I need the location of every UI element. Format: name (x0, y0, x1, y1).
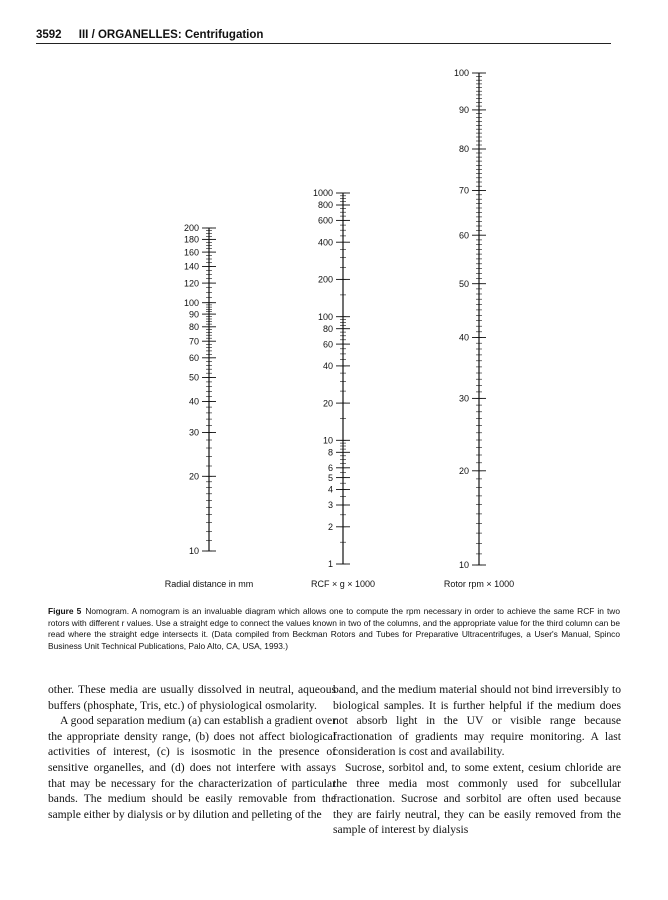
radial-tick-label: 90 (188, 309, 199, 320)
radial-tick-label: 120 (183, 278, 199, 289)
figure-caption (48, 606, 620, 652)
radial-tick-label: 40 (188, 396, 199, 407)
nomogram-figure (0, 60, 668, 600)
rcf-tick-label: 800 (317, 200, 333, 211)
radial-tick-label: 160 (183, 247, 199, 258)
rcf-tick-label: 40 (322, 361, 333, 372)
rcf-tick-label: 100 (317, 311, 333, 322)
rpm-tick-label: 50 (458, 278, 469, 289)
paragraph: A good separation medium (a) can establish a gradient over the appropriate density range, (b) does not affect biological activities of interest, (c) is isosmotic in the presence of sensitive organelles, and (d) does not interfere with assays that may be necessary for the characterization of particular bands. The medium should be easily removable from the sample either by dialysis or by dilution and pelleting of the (48, 714, 336, 821)
rpm-tick-label: 70 (458, 185, 469, 196)
rcf-tick-label: 600 (317, 215, 333, 226)
rpm-tick-label: 40 (458, 332, 469, 343)
paragraph: other. These media are usually dissolved in neutral, aqueous buffers (phosphate, Tris, etc.) of physiological osmolarity. (48, 683, 336, 712)
rpm-tick-label: 30 (458, 393, 469, 404)
rcf-tick-label: 8 (327, 447, 333, 458)
figure-caption-text: Nomogram. A nomogram is an invaluable diagram which allows one to compute the rpm necessary in order to achieve the same RCF in two rotors with different r values. Use a straight edge to connect the values known in two of the columns, and the appropriate value for the third column can be read where the straight edge intersects it. (Data compiled from Beckman Rotors and Tubes for Preparative Ultracentrifuges, a User's Manual, Spinco Business Unit Technical Publications, Palo Alto, CA, USA, 1993.) (48, 606, 621, 651)
radial-tick-label: 50 (188, 372, 199, 383)
rpm-tick-label: 90 (458, 105, 469, 116)
figure-label: Figure 5 (48, 606, 82, 616)
rcf-tick-label: 200 (317, 274, 333, 285)
body-column-left (48, 682, 336, 822)
paragraph: band, and the medium material should not bind irreversibly to biological samples. It is further helpful if the medium does not absorb light in the UV or visible range because fractionation of gradients may require monitoring. A last consideration is cost and availability. (333, 683, 621, 759)
running-title: III / ORGANELLES: Centrifugation (78, 29, 264, 41)
rpm-tick-label: 60 (458, 230, 469, 241)
radial-axis-title: Radial distance in mm (164, 579, 254, 589)
radial-tick-label: 100 (183, 297, 199, 308)
paragraph: Sucrose, sorbitol and, to some extent, cesium chloride are the three media most commonly used for subcellular fractionation. Sucrose and sorbitol are often used because they are fairly neutral, they can be easily removed from the sample of interest by dialysis (333, 760, 621, 837)
rpm-tick-label: 100 (453, 68, 469, 79)
rpm-tick-label: 80 (458, 144, 469, 155)
radial-tick-label: 30 (188, 427, 199, 438)
rcf-tick-label: 3 (327, 500, 333, 511)
rcf-tick-label: 4 (327, 484, 333, 495)
body-column-right (333, 682, 621, 838)
rcf-tick-label: 10 (322, 435, 333, 446)
rcf-tick-label: 1 (327, 559, 333, 570)
running-header (36, 29, 611, 44)
rcf-tick-label: 2 (327, 522, 333, 532)
radial-tick-label: 200 (183, 223, 199, 234)
radial-tick-label: 70 (188, 336, 199, 347)
rcf-tick-label: 60 (322, 339, 333, 350)
radial-tick-label: 80 (188, 322, 199, 332)
radial-tick-label: 60 (188, 353, 199, 363)
radial-tick-label: 140 (183, 261, 199, 272)
rcf-tick-label: 80 (322, 323, 333, 334)
rpm-tick-label: 20 (458, 466, 469, 476)
rcf-tick-label: 6 (327, 463, 333, 473)
radial-tick-label: 10 (188, 546, 199, 557)
rcf-tick-label: 400 (317, 237, 333, 248)
rcf-tick-label: 5 (327, 472, 333, 483)
page-number: 3592 (36, 29, 62, 41)
rpm-axis-title: Rotor rpm × 1000 (443, 579, 515, 589)
rcf-axis-title: RCF × g × 1000 (310, 579, 376, 589)
radial-tick-label: 20 (188, 471, 199, 482)
rcf-tick-label: 1000 (312, 188, 333, 199)
radial-tick-label: 180 (183, 234, 199, 245)
rcf-tick-label: 20 (322, 398, 333, 409)
rpm-tick-label: 10 (458, 560, 469, 571)
